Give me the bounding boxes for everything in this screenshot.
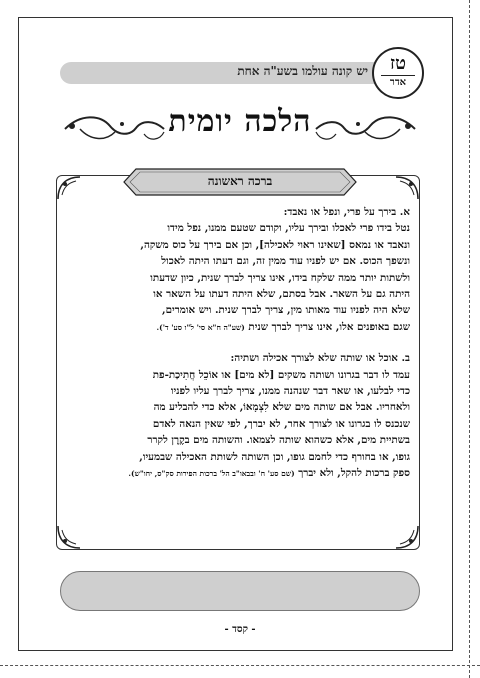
paragraph-a-last: שגם באופנים אלו, אינו צריך לברך שנית [248,320,410,333]
corner-flourish-icon [394,524,420,550]
halacha-body [68,204,410,483]
paragraph-b-last: ספק ברכות להקל, ולא יברך [298,467,410,480]
main-title: הלכה יומית [168,104,312,139]
paragraph-a-line: ולשתות יותר ממה שלקח בידו, אינו צריך לברך שנית, כיון שדעתו [150,271,410,284]
paragraph-a-line: ונאבד או נמאס [שאינו ראוי לאכילה], וכן אם בירך על כוס משקה, [140,238,410,251]
main-title-area [60,100,420,160]
section-banner [122,167,358,197]
paragraph-a-line: שלא היה לפניו עוד מאותו מין, צריך לברך שנית. ויש אומרים, [162,304,410,317]
paragraph-a-line [68,319,410,336]
paragraph-a-line: נטל בידו פרי לאכלו ובירך עליו, וקודם שטעם ממנו, נפל מידו [167,222,410,235]
source-citation-a: (שע"ה ח"א סי' ל"ו סע' ד'). [156,322,245,332]
badge-month: אדר [389,77,407,88]
cut-line-right [469,0,470,678]
flourish-right-icon [310,112,420,146]
paragraph-b-line: כדי לבלעו, או שאר דבר שנהנה ממנו, צריך לברך עליו לפניו [170,385,410,398]
header-bar [60,62,420,84]
badge-divider [381,75,415,76]
page-number: - קסד - [224,624,256,635]
paragraph-b-line: גופו, או בחורף כדי לחמם גופו, וכן השותה לשותת האכילה שבמעיו, [139,450,410,463]
corner-flourish-icon [394,175,420,201]
paragraph-b-line: בשתיית מים, אלא כשהוא שותה לצמאו. והשותה מים בקֶרֶן לקרר [147,434,410,447]
paragraph-b-line: שנכנס לו בגרונו או לצורך אחר, לא יברך, לפי שאין הנאה לאדם [152,417,410,430]
paragraph-b-line [68,465,410,482]
footer-bar [60,571,420,611]
header-title: יש קונה עולמו בשע"ה אחת [237,64,368,78]
section-title: ברכה ראשונה [207,174,273,188]
paragraph-b-heading: ב. אוכל או שותה שלא לצורך אכילה ושתיה: [230,352,410,365]
corner-flourish-icon [56,175,82,201]
cut-line-bottom [0,665,480,666]
source-citation-b: (שם סע' ח' ובבאו"ב הל' ברכות הפירות סק"ס, יחו"ש). [128,469,295,479]
paragraph-a-line: היתה גם על השאר. אבל בסתם, שלא היתה דעתו על השאר או [153,288,410,301]
corner-flourish-icon [56,524,82,550]
date-badge [372,47,424,99]
paragraph-b-line: עמד לו דבר בגרונו ושותה משקים [לא מים] או אוֹכֵל חֲתִיכַת-פת [152,368,410,381]
paragraph-a-line: ונשפך הכוס. אם יש לפניו עוד ממין זה, וגם דעתו היתה לאכול [161,255,410,268]
badge-day: טז [390,53,406,74]
paragraph-a-heading: א. בירך על פרי, ונפל או נאבד: [283,206,410,218]
paragraph-b-line: ולאחריו. אבל אם שותה מים שלא לִצְמָאוֹ, אלא כדי להבליע מה [153,401,410,414]
